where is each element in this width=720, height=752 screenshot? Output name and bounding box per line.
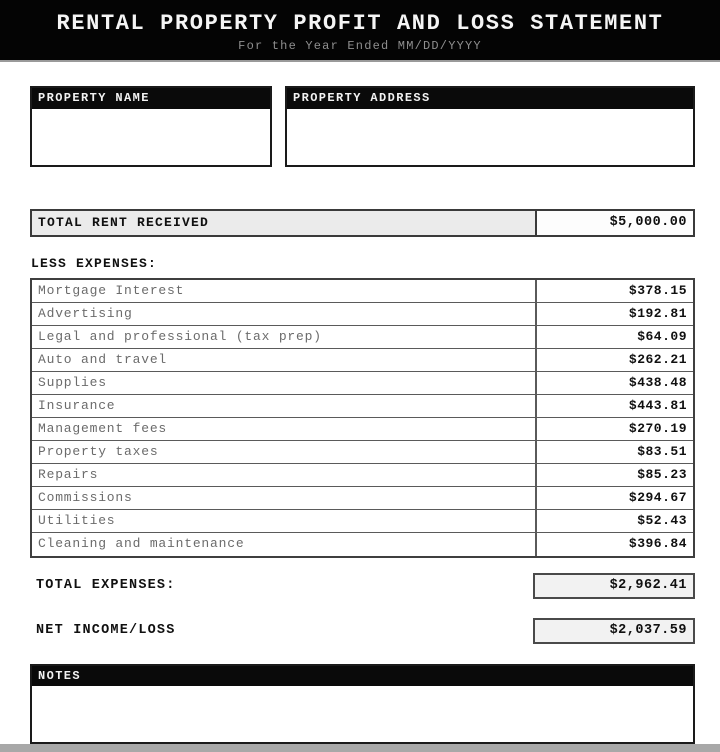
total-expenses-row (30, 573, 695, 599)
expense-row (32, 487, 693, 510)
expense-label: Repairs (38, 467, 99, 482)
expense-row (32, 280, 693, 303)
property-section (30, 86, 695, 167)
expense-label: Mortgage Interest (38, 283, 185, 298)
property-name-header: PROPERTY NAME (32, 88, 270, 109)
expense-amount: $262.21 (535, 349, 693, 371)
net-income-row (30, 618, 695, 644)
expense-label: Advertising (38, 306, 133, 321)
expense-label: Property taxes (38, 444, 159, 459)
total-rent-label: TOTAL RENT RECEIVED (32, 211, 535, 235)
expense-label: Commissions (38, 490, 133, 505)
expense-row (32, 303, 693, 326)
property-name-box (30, 86, 272, 167)
expense-row (32, 326, 693, 349)
notes-box (30, 664, 695, 744)
expense-label: Cleaning and maintenance (38, 536, 245, 551)
property-address-box (285, 86, 695, 167)
expense-amount: $52.43 (535, 510, 693, 532)
expense-amount: $294.67 (535, 487, 693, 509)
expense-row (32, 510, 693, 533)
property-name-field[interactable] (32, 109, 270, 165)
expense-amount: $64.09 (535, 326, 693, 348)
expense-amount: $85.23 (535, 464, 693, 486)
notes-field[interactable] (32, 686, 693, 742)
expense-label: Management fees (38, 421, 168, 436)
net-income-label: NET INCOME/LOSS (36, 623, 176, 638)
total-expenses-label: TOTAL EXPENSES: (36, 578, 176, 593)
property-address-field[interactable] (287, 109, 693, 165)
expense-amount: $443.81 (535, 395, 693, 417)
expense-label: Legal and professional (tax prep) (38, 329, 322, 344)
expense-label: Supplies (38, 375, 107, 390)
expense-table (30, 278, 695, 558)
expense-amount: $396.84 (535, 533, 693, 556)
expense-row (32, 395, 693, 418)
expense-row (32, 418, 693, 441)
expense-label: Auto and travel (38, 352, 168, 367)
expense-row (32, 372, 693, 395)
expense-row (32, 464, 693, 487)
page-title: RENTAL PROPERTY PROFIT AND LOSS STATEMENT (56, 11, 664, 36)
bottom-edge-strip (0, 744, 720, 752)
expense-row (32, 533, 693, 556)
expense-amount: $378.15 (535, 280, 693, 302)
expense-row (32, 441, 693, 464)
total-expenses-amount: $2,962.41 (533, 573, 695, 599)
total-rent-row (30, 209, 695, 237)
expense-row (32, 349, 693, 372)
expense-amount: $83.51 (535, 441, 693, 463)
property-address-header: PROPERTY ADDRESS (287, 88, 693, 109)
net-income-amount: $2,037.59 (533, 618, 695, 644)
page-subtitle: For the Year Ended MM/DD/YYYY (238, 39, 482, 53)
expense-amount: $270.19 (535, 418, 693, 440)
notes-header: NOTES (32, 666, 693, 686)
header-banner (0, 0, 720, 62)
expense-label: Utilities (38, 513, 116, 528)
expense-amount: $192.81 (535, 303, 693, 325)
expense-label: Insurance (38, 398, 116, 413)
expense-amount: $438.48 (535, 372, 693, 394)
total-rent-amount: $5,000.00 (535, 211, 693, 235)
less-expenses-heading: LESS EXPENSES: (31, 256, 158, 271)
